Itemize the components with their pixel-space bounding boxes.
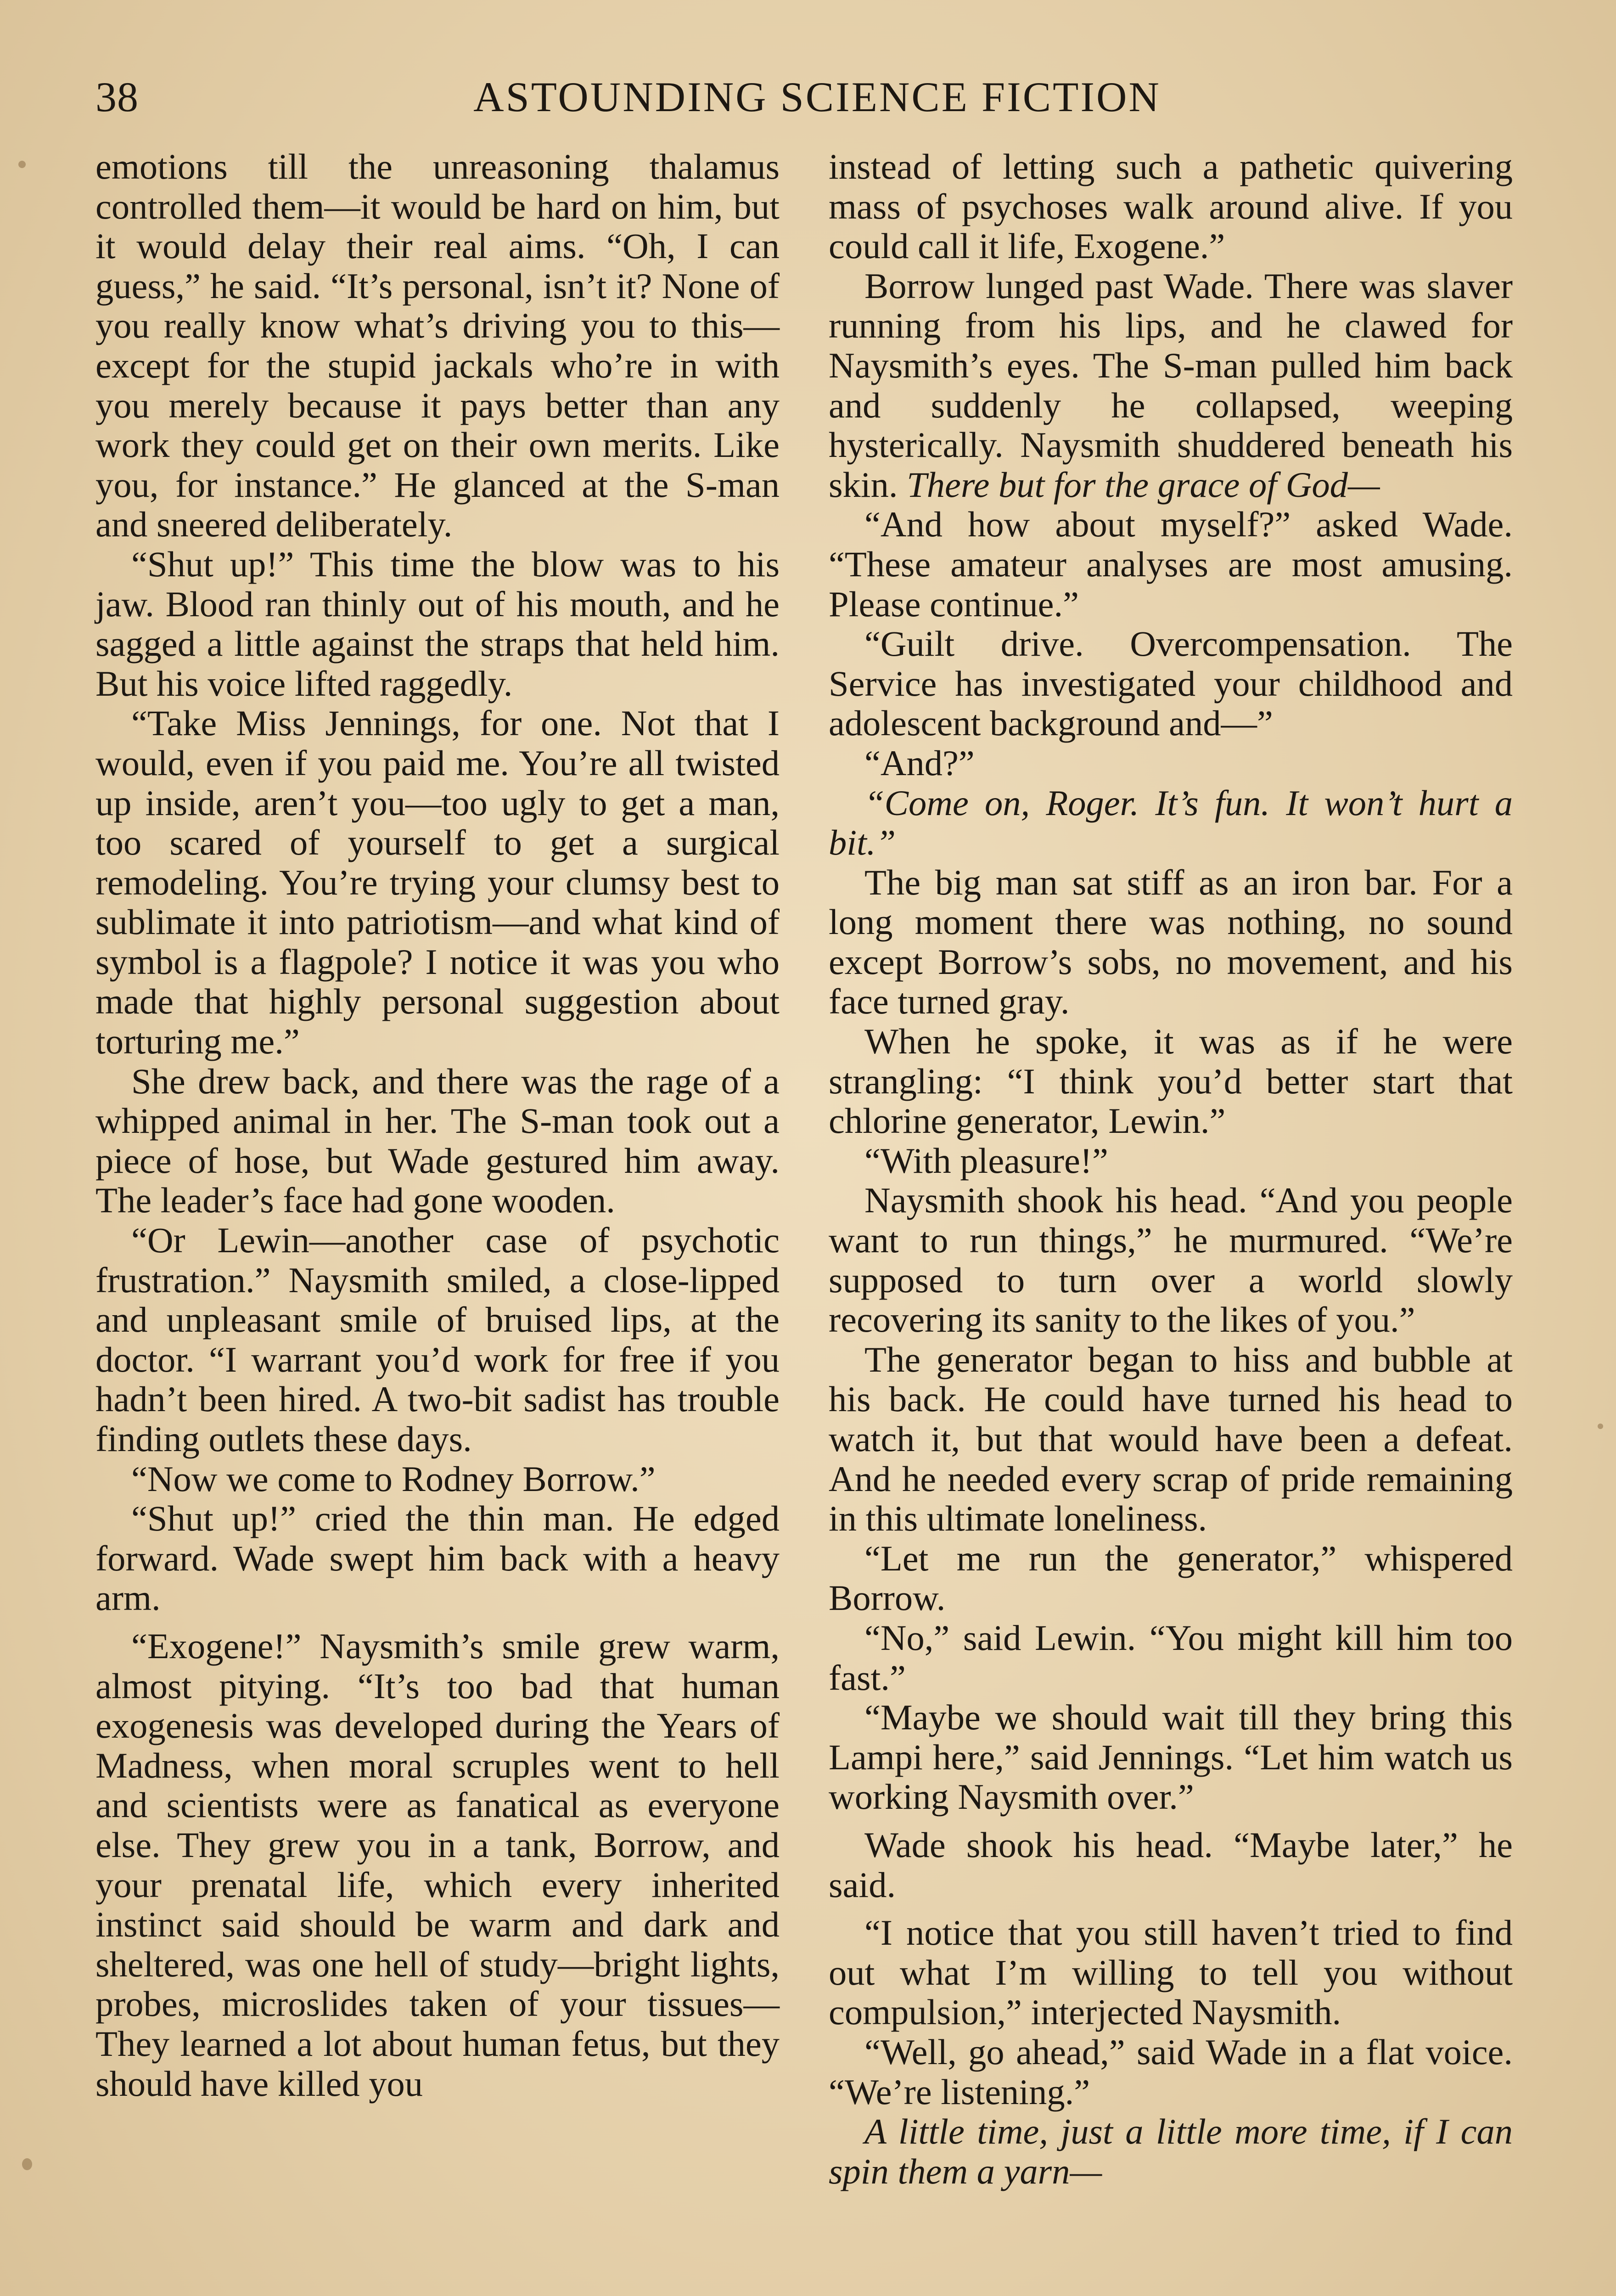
paragraph: “Now we come to Rodney Borrow.” [131,1458,656,1499]
paragraph-text: Borrow lunged past Wade. There was slaver running from his lips, and he clawed for Naysmith’s eyes. The S-man pulled him back and suddenly he collapsed, weeping hysterically. Naysmith shuddered beneath his skin. [829,265,1513,505]
paragraph: Wade shook his head. “Maybe later,” he said. [829,1824,1513,1905]
paragraph: “Shut up!” This time the blow was to his jaw. Blood ran thinly out of his mouth, and he sagged a little against the straps that held him. But his voice lifted raggedly. [95,544,780,703]
paragraph: “Or Lewin—another case of psychotic frustration.” Naysmith smiled, a close-lipped and unpleasant smile of bruised lips, at the doctor. “I warrant you’d work for free if you hadn’t been hired. A two-bit sadist has trouble finding outlets these days. [95,1220,780,1459]
paper-speck [1598,1424,1603,1429]
page-header [92,69,1524,129]
paragraph: emotions till the unreasoning thalamus controlled them—it would be hard on him, but it would delay their real aims. “Oh, I can guess,” he said. “It’s personal, isn’t it? None of you really know what’s driving you to this—except for the stupid jackals who’re in with you merely because it pays better than any work they could get on their own merits. Like you, for instance.” He glanced at the S-man and sneered deliberately. [95,146,780,545]
paragraph: “Take Miss Jennings, for one. Not that I would, even if you paid me. You’re all twisted up inside, aren’t you—too ugly to get a man, too scared of yourself to get a surgical remodeling. You’re trying your clumsy best to sublimate it into patriotism—and what kind of symbol is a flagpole? I notice it was you who made that highly personal suggestion about torturing me.” [95,703,780,1062]
paragraph: “Let me run the generator,” whispered Borrow. [829,1538,1513,1618]
paper-speck [18,161,26,168]
left-column [95,147,780,2104]
italic-thought: A little time, just a little more time, if I can spin them a yarn— [829,2111,1513,2191]
paper-speck [22,2158,32,2170]
paragraph: “Maybe we should wait till they bring this Lampi here,” said Jennings. “Let him watch us working Naysmith over.” [829,1697,1513,1817]
paragraph: “No,” said Lewin. “You might kill him too fast.” [829,1617,1513,1698]
running-title: ASTOUNDING SCIENCE FICTION [473,73,1161,120]
paragraph: “I notice that you still haven’t tried to find out what I’m willing to tell you without compulsion,” interjected Naysmith. [829,1913,1513,2032]
paragraph [829,783,1513,863]
paragraph: “And how about myself?” asked Wade. “These amateur analyses are most amusing. Please continue.” [829,504,1513,624]
paragraph [829,266,1513,505]
paragraph: She drew back, and there was the rage of a whipped animal in her. The S-man took out a piece of hose, but Wade gestured him away. The leader’s face had gone wooden. [95,1061,780,1221]
right-column [829,147,1513,2191]
paragraph: When he spoke, it was as if he were strangling: “I think you’d better start that chlorine generator, Lewin.” [829,1021,1513,1141]
paragraph: The big man sat stiff as an iron bar. For a long moment there was nothing, no sound except Borrow’s sobs, no movement, and his face turned gray. [829,862,1513,1022]
paragraph [829,2112,1513,2191]
paragraph: “With pleasure!” [864,1140,1108,1181]
paragraph: “Shut up!” cried the thin man. He edged forward. Wade swept him back with a heavy arm. [95,1498,780,1618]
paragraph: “And?” [864,743,975,783]
paragraph: “Guilt drive. Overcompensation. The Service has investigated your childhood and adolescent background and—” [829,624,1513,743]
italic-thought: “Come on, Roger. It’s fun. It won’t hurt a bit.” [829,782,1513,863]
paragraph: “Exogene!” Naysmith’s smile grew warm, almost pitying. “It’s too bad that human exogenesis was developed during the Years of Madness, when moral scruples went to hell and scientists were as fanatical as everyone else. They grew you in a tank, Borrow, and your prenatal life, which every inherited instinct said should be warm and dark and sheltered, was one hell of study—bright lights, probes, microslides taken of your tissues— They learned a lot about human fetus, but they should have killed you [95,1626,780,2104]
italic-thought: There but for the grace of God— [907,464,1380,505]
paragraph: “Well, go ahead,” said Wade in a flat voice. “We’re listening.” [829,2032,1513,2112]
paragraph: Naysmith shook his head. “And you people want to run things,” he murmured. “We’re supposed to turn over a world slowly recovering its sanity to the likes of you.” [829,1180,1513,1340]
page-number: 38 [95,73,139,120]
paragraph: The generator began to hiss and bubble at his back. He could have turned his head to watch it, but that would have been a defeat. And he needed every scrap of pride remaining in this ultimate loneliness. [829,1339,1513,1539]
paragraph: instead of letting such a pathetic quivering mass of psychoses walk around alive. If you could call it life, Exogene.” [829,146,1513,266]
